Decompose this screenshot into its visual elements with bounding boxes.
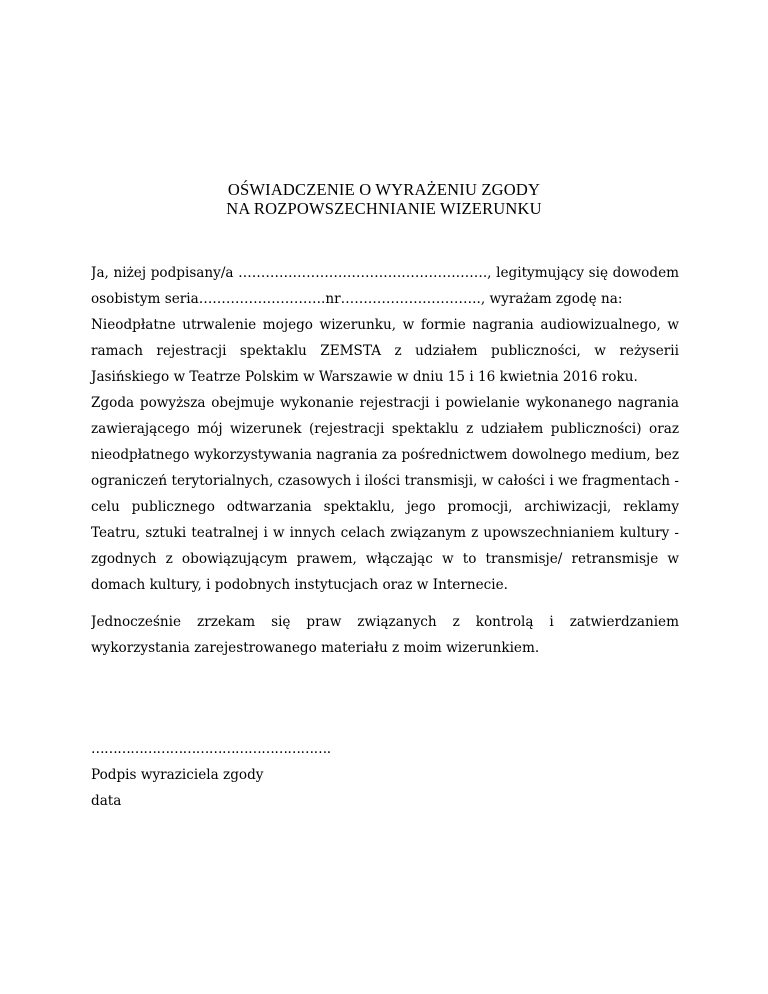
paragraph-line: zawierającego mój wizerunek (rejestracji spektaklu z udziałem publiczności) oraz [91, 421, 679, 437]
paragraph-line: wykorzystania zarejestrowanego materiału z moim wizerunkiem. [91, 640, 540, 656]
paragraph-line: Jasińskiego w Teatrze Polskim w Warszawie w dniu 15 i 16 kwietnia 2016 roku. [91, 369, 638, 385]
document-title-line-2: NA ROZPOWSZECHNIANIE WIZERUNKU [226, 199, 542, 218]
paragraph-line: osobistym seria……………………….nr…………………………., wyrażam zgodę na: [91, 291, 623, 307]
paragraph-line: Teatru, sztuki teatralnej i w innych celach związanym z upowszechnianiem kultury - [91, 525, 679, 541]
paragraph-line: zgodnych z obowiązującym prawem, włączając w to transmisje/ retransmisje w [91, 551, 679, 567]
paragraph-line: Nieodpłatne utrwalenie mojego wizerunku, w formie nagrania audiowizualnego, w [91, 317, 679, 333]
document-title-line-1: OŚWIADCZENIE O WYRAŻENIU ZGODY [227, 180, 541, 199]
signature-label: Podpis wyraziciela zgody [91, 767, 264, 783]
paragraph-line: Ja, niżej podpisany/a ………………………………………………., legitymujący się dowodem [91, 265, 679, 281]
paragraph-line: celu publicznego odtwarzania spektaklu, jego promocji, archiwizacji, reklamy [91, 499, 679, 515]
signature-block [91, 736, 391, 814]
signature-line: ………………………………………………. [91, 741, 331, 757]
waiver-paragraph [91, 609, 679, 661]
consent-paragraph [91, 260, 679, 598]
paragraph-line: domach kultury, i podobnych instytucjach oraz w Internecie. [91, 577, 508, 593]
paragraph-line: ograniczeń terytorialnych, czasowych i ilości transmisji, w całości i we fragmentach - [91, 473, 679, 489]
date-label: data [91, 793, 122, 809]
paragraph-line: Zgoda powyższa obejmuje wykonanie rejestracji i powielanie wykonanego nagrania [91, 395, 679, 411]
paragraph-line: ramach rejestracji spektaklu ZEMSTA z udziałem publiczności, w reżyserii [91, 343, 679, 359]
paragraph-line: nieodpłatnego wykorzystywania nagrania za pośrednictwem dowolnego medium, bez [91, 447, 679, 463]
paragraph-line: Jednocześnie zrzekam się praw związanych z kontrolą i zatwierdzaniem [91, 614, 679, 630]
